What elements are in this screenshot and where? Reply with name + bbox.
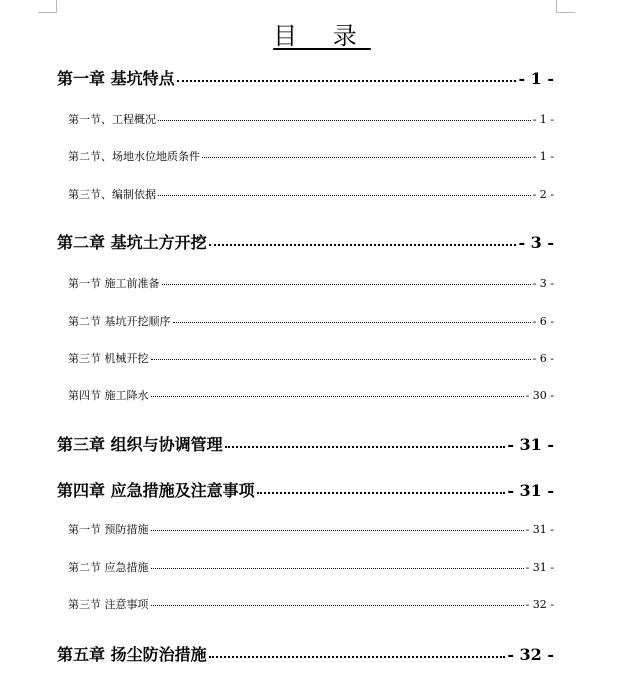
toc-entry-label: 第三章 组织与协调管理 xyxy=(57,435,223,454)
dot-leader xyxy=(158,120,531,121)
toc-entry-label: 第一节、工程概况 xyxy=(68,113,156,126)
toc-entry-label: 第三节、编制依据 xyxy=(68,188,156,201)
toc-section-entry[interactable] xyxy=(68,596,554,612)
dot-leader xyxy=(225,446,506,448)
toc-section-entry[interactable] xyxy=(68,186,554,202)
toc-entry-label: 第五章 扬尘防治措施 xyxy=(57,645,207,664)
toc-entry-page-number: - 6 - xyxy=(532,352,554,365)
toc-section-entry[interactable] xyxy=(68,275,554,291)
dot-leader xyxy=(151,396,524,397)
toc-entry-label: 第四节 施工降水 xyxy=(68,389,149,402)
toc-entry-label: 第二节 基坑开挖顺序 xyxy=(68,315,171,328)
dot-leader xyxy=(177,80,517,82)
toc-entry-page-number: - 32 - xyxy=(525,598,554,611)
toc-entry-page-number: - 30 - xyxy=(525,389,554,402)
dot-leader xyxy=(173,322,531,323)
toc-section-entry[interactable] xyxy=(68,148,554,164)
toc-entry-label: 第三节 机械开挖 xyxy=(68,352,149,365)
toc-entry-label: 第一节 施工前准备 xyxy=(68,277,160,290)
toc-entry-page-number: - 3 - xyxy=(518,233,554,252)
dot-leader xyxy=(151,568,524,569)
toc-section-entry[interactable] xyxy=(68,559,554,575)
toc-entry-page-number: - 31 - xyxy=(525,523,554,536)
toc-entry-page-number: - 31 - xyxy=(525,561,554,574)
toc-entry-page-number: - 6 - xyxy=(532,315,554,328)
margin-corner-mark-right xyxy=(556,0,575,13)
toc-entry-label: 第二节 应急措施 xyxy=(68,561,149,574)
toc-entry-page-number: - 3 - xyxy=(532,277,554,290)
toc-section-entry[interactable] xyxy=(68,313,554,329)
toc-entry-page-number: - 1 - xyxy=(532,150,554,163)
toc-chapter-entry[interactable] xyxy=(57,432,554,455)
dot-leader xyxy=(209,244,517,246)
toc-entry-label: 第一章 基坑特点 xyxy=(57,69,175,88)
dot-leader xyxy=(257,492,506,494)
dot-leader xyxy=(151,605,524,606)
dot-leader xyxy=(151,359,531,360)
toc-chapter-entry[interactable] xyxy=(57,230,554,253)
dot-leader xyxy=(151,530,524,531)
toc-entry-label: 第一节 预防措施 xyxy=(68,523,149,536)
margin-corner-mark-left xyxy=(38,0,57,13)
toc-entry-label: 第四章 应急措施及注意事项 xyxy=(57,481,255,500)
toc-entry-label: 第二章 基坑土方开挖 xyxy=(57,233,207,252)
toc-entry-page-number: - 1 - xyxy=(532,113,554,126)
toc-section-entry[interactable] xyxy=(68,111,554,127)
toc-entry-page-number: - 31 - xyxy=(507,435,554,454)
toc-section-entry[interactable] xyxy=(68,350,554,366)
dot-leader xyxy=(202,157,531,158)
toc-section-entry[interactable] xyxy=(68,521,554,537)
toc-chapter-entry[interactable] xyxy=(57,478,554,501)
toc-entry-page-number: - 31 - xyxy=(507,481,554,500)
toc-entry-page-number: - 32 - xyxy=(507,645,554,664)
dot-leader xyxy=(209,656,506,658)
toc-chapter-entry[interactable] xyxy=(57,642,554,665)
toc-title: 目 录 xyxy=(273,22,371,50)
toc-chapter-entry[interactable] xyxy=(57,66,554,89)
dot-leader xyxy=(158,195,531,196)
dot-leader xyxy=(162,284,531,285)
toc-entry-page-number: - 2 - xyxy=(532,188,554,201)
toc-entry-label: 第三节 注意事项 xyxy=(68,598,149,611)
toc-entry-label: 第二节、场地水位地质条件 xyxy=(68,150,200,163)
toc-section-entry[interactable] xyxy=(68,387,554,403)
toc-entry-page-number: - 1 - xyxy=(518,69,554,88)
